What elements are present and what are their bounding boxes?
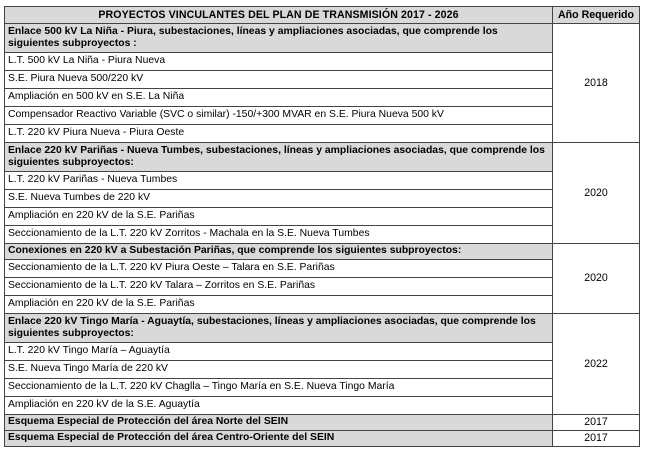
group-row: [5, 143, 640, 172]
single-project-row: [5, 431, 640, 447]
table-row: [5, 260, 640, 278]
table-row: [5, 361, 640, 379]
single-project-row: [5, 415, 640, 431]
projects-column-header: PROYECTOS VINCULANTES DEL PLAN DE TRANSMISIÓN 2017 - 2026: [5, 7, 553, 24]
table-row: [5, 89, 640, 107]
table-row: [5, 71, 640, 89]
subproject-item: Compensador Reactivo Variable (SVC o similar) -150/+300 MVAR en S.E. Piura Nueva 500 kV: [5, 107, 553, 125]
table-row: [5, 226, 640, 244]
subproject-item: L.T. 220 kV Piura Nueva - Piura Oeste: [5, 125, 553, 143]
group-year: 2020: [553, 244, 640, 314]
table-row: [5, 125, 640, 143]
year-column-header: Año Requerido: [553, 7, 640, 24]
subproject-item: Ampliación en 220 kV de la S.E. Aguaytía: [5, 397, 553, 415]
subproject-item: S.E. Nueva Tumbes de 220 kV: [5, 190, 553, 208]
table-row: [5, 53, 640, 71]
subproject-item: Ampliación en 220 kV de la S.E. Pariñas: [5, 208, 553, 226]
subproject-item: L.T. 220 kV Tingo María – Aguaytía: [5, 343, 553, 361]
group-title: Conexiones en 220 kV a Subestación Pariñas, que comprende los siguientes subproyectos:: [5, 244, 553, 260]
single-project-year: 2017: [553, 431, 640, 447]
subproject-item: Ampliación en 220 kV de la S.E. Pariñas: [5, 296, 553, 314]
subproject-item: Ampliación en 500 kV en S.E. La Niña: [5, 89, 553, 107]
group-year: 2018: [553, 24, 640, 143]
group-row: [5, 314, 640, 343]
table-row: [5, 379, 640, 397]
subproject-item: S.E. Piura Nueva 500/220 kV: [5, 71, 553, 89]
projects-table: [4, 6, 640, 447]
subproject-item: Seccionamiento de la L.T. 220 kV Chaglla – Tingo María en S.E. Nueva Tingo María: [5, 379, 553, 397]
table-row: [5, 172, 640, 190]
table-row: [5, 296, 640, 314]
subproject-item: Seccionamiento de la L.T. 220 kV Talara – Zorritos en S.E. Pariñas: [5, 278, 553, 296]
group-title: Enlace 220 kV Tingo María - Aguaytía, subestaciones, líneas y ampliaciones asociadas, que comprende los siguientes subproyectos:: [5, 314, 553, 343]
table-row: [5, 343, 640, 361]
subproject-item: S.E. Nueva Tingo María de 220 kV: [5, 361, 553, 379]
group-row: [5, 244, 640, 260]
table-row: [5, 278, 640, 296]
subproject-item: Seccionamiento de la L.T. 220 kV Piura Oeste – Talara en S.E. Pariñas: [5, 260, 553, 278]
group-title: Enlace 220 kV Pariñas - Nueva Tumbes, subestaciones, líneas y ampliaciones asociadas, que comprende los siguientes subproyectos:: [5, 143, 553, 172]
group-title: Enlace 500 kV La Niña - Piura, subestaciones, líneas y ampliaciones asociadas, que comprende los siguientes subproyectos :: [5, 24, 553, 53]
subproject-item: L.T. 220 kV Pariñas - Nueva Tumbes: [5, 172, 553, 190]
table-row: [5, 190, 640, 208]
single-project-title: Esquema Especial de Protección del área Norte del SEIN: [5, 415, 553, 431]
table-row: [5, 397, 640, 415]
table-header-row: [5, 7, 640, 24]
table-row: [5, 107, 640, 125]
group-year: 2020: [553, 143, 640, 244]
single-project-year: 2017: [553, 415, 640, 431]
single-project-title: Esquema Especial de Protección del área Centro-Oriente del SEIN: [5, 431, 553, 447]
subproject-item: L.T. 500 kV La Niña - Piura Nueva: [5, 53, 553, 71]
group-row: [5, 24, 640, 53]
table-row: [5, 208, 640, 226]
subproject-item: Seccionamiento de la L.T. 220 kV Zorritos - Machala en la S.E. Nueva Tumbes: [5, 226, 553, 244]
group-year: 2022: [553, 314, 640, 415]
